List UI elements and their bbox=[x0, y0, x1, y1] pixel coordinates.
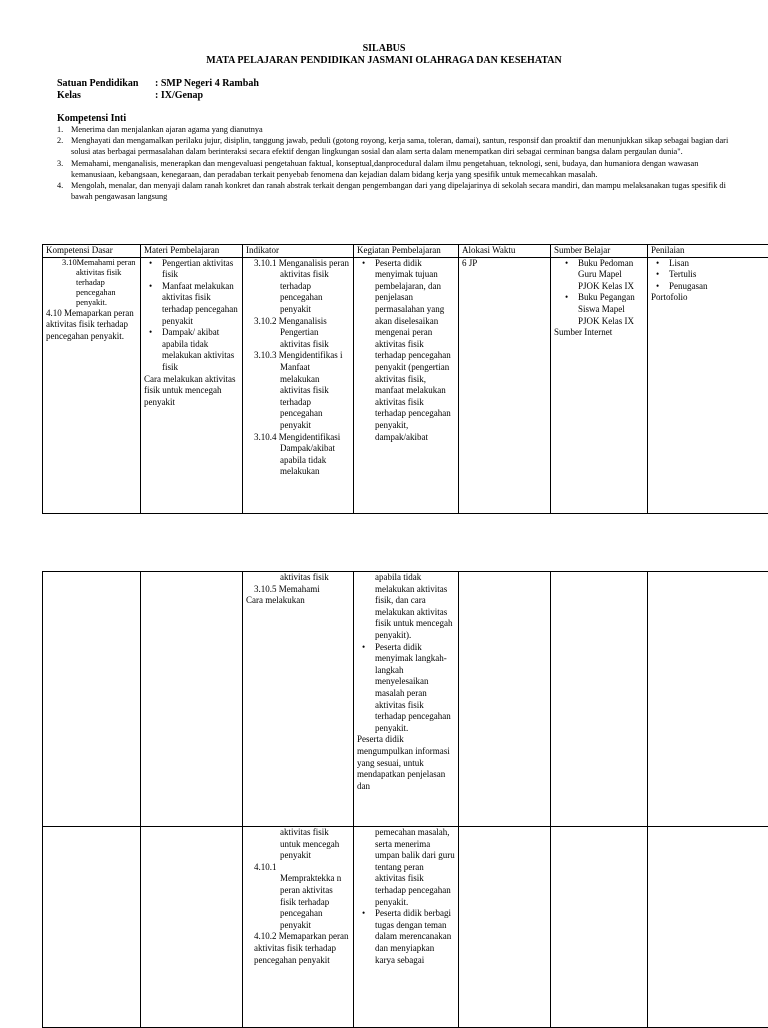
kd-4-10: 4.10 Memaparkan peran aktivitas fisik terhadap pencegahan penyakit. bbox=[46, 308, 137, 343]
col-header-materi: Materi Pembelajaran bbox=[141, 245, 243, 258]
syllabus-table-2 bbox=[42, 571, 768, 1028]
cell-sumber bbox=[551, 572, 648, 827]
cell-kegiatan bbox=[354, 572, 459, 827]
indikator-text: Mempraktekka n peran aktivitas fisik terhadap pencegahan penyakit bbox=[246, 873, 350, 931]
list-item: • Lisan bbox=[669, 258, 768, 270]
ki-item: 4. Mengolah, menalar, dan menyaji dalam ranah konkret dan ranah abstrak terkait dengan pengembangan dari yang dipelajarinya di sekolah secara mandiri, dan mampu melaksanakan tugas spesifik di bawah pengawasan langsung bbox=[57, 180, 737, 202]
school-value: : SMP Negeri 4 Rambah bbox=[155, 78, 259, 90]
materi-tail: Cara melakukan aktivitas fisik untuk mencegah penyakit bbox=[144, 374, 239, 409]
col-header-penilaian: Penilaian bbox=[648, 245, 768, 258]
indikator-item: 3.10.1 Menganalisis peran aktivitas fisik terhadap pencegahan penyakit bbox=[246, 258, 350, 316]
document-subtitle: MATA PELAJARAN PENDIDIKAN JASMANI OLAHRAGA DAN KESEHATAN bbox=[0, 55, 768, 67]
list-item: • Tertulis bbox=[669, 269, 768, 281]
indikator-item: 3.10.3 Mengidentifikas i Manfaat melakukan aktivitas fisik terhadap pencegahan penyakit bbox=[246, 350, 350, 431]
kd-3-10: 3.10Memahami peran aktivitas fisik terhadap pencegahan penyakit. bbox=[46, 258, 137, 308]
list-item: • Dampak/ akibat apabila tidak melakukan aktivitas fisik bbox=[162, 327, 239, 373]
table-row bbox=[43, 257, 768, 513]
col-header-kd: Kompetensi Dasar bbox=[43, 245, 141, 258]
cell-alokasi bbox=[459, 572, 551, 827]
list-item: • Peserta didik menyimak langkah-langkah menyelesaikan masalah peran aktivitas fisik terhadap pencegahan penyakit. bbox=[375, 642, 455, 735]
cell-alokasi: 6 JP bbox=[459, 257, 551, 513]
kegiatan-text: Peserta didik mengumpulkan informasi yang sesuai, untuk mendapatkan penjelasan dan bbox=[357, 734, 455, 792]
indikator-text: aktivitas fisik untuk mencegah penyakit bbox=[246, 827, 350, 862]
sumber-list bbox=[554, 258, 644, 328]
cell-penilaian bbox=[648, 827, 768, 1028]
materi-list bbox=[144, 258, 239, 374]
table-row bbox=[43, 572, 768, 827]
penilaian-list bbox=[651, 258, 768, 293]
indikator-text: 4.10.1 bbox=[246, 862, 350, 874]
cell-indikator bbox=[243, 827, 354, 1028]
kegiatan-list bbox=[357, 908, 455, 966]
class-value: : IX/Genap bbox=[155, 90, 203, 102]
cell-sumber bbox=[551, 827, 648, 1028]
kegiatan-text: pemecahan masalah, serta menerima umpan balik dari guru tentang peran aktivitas fisik terhadap pencegahan penyakit. bbox=[357, 827, 455, 908]
ki-item: 2. Menghayati dan mengamalkan perilaku jujur, disiplin, tanggung jawab, peduli (gotong royong, kerja sama, toleran, damai), santun, responsif dan proaktif dan menunjukkan sikap sebagai bagian dari solusi atas berbagai permasalahan dalam berinteraksi secara efektif dengan lingkungan sosial dan alam serta dalam menempatkan diri sebagai cerminan bangsa dalam pergaulan dunia". bbox=[57, 135, 737, 157]
indikator-text: aktivitas fisik bbox=[246, 572, 350, 584]
indikator-text: 4.10.2 Memaparkan peran aktivitas fisik terhadap pencegahan penyakit bbox=[246, 931, 350, 966]
cell-indikator bbox=[243, 572, 354, 827]
cell-materi bbox=[141, 257, 243, 513]
document-title: SILABUS bbox=[0, 43, 768, 55]
ki-heading: Kompetensi Inti bbox=[57, 113, 126, 124]
school-label: Satuan Pendidikan bbox=[57, 78, 155, 90]
cell-sumber bbox=[551, 257, 648, 513]
list-item: • Pengertian aktivitas fisik bbox=[162, 258, 239, 281]
indikator-item: 3.10.2 Menganalisis Pengertian aktivitas fisik bbox=[246, 316, 350, 351]
table-header-row bbox=[43, 245, 768, 258]
cell-alokasi bbox=[459, 827, 551, 1028]
syllabus-table-1 bbox=[42, 244, 768, 514]
cell-penilaian bbox=[648, 572, 768, 827]
cell-kegiatan bbox=[354, 257, 459, 513]
cell-penilaian bbox=[648, 257, 768, 513]
list-item: • Manfaat melakukan aktivitas fisik terhadap pencegahan penyakit bbox=[162, 281, 239, 327]
indikator-item: 3.10.4 Mengidentifikasi Dampak/akibat apabila tidak melakukan bbox=[246, 432, 350, 478]
kegiatan-list bbox=[357, 642, 455, 735]
identity-block bbox=[57, 78, 259, 102]
ki-item: 1. Menerima dan menjalankan ajaran agama yang dianutnya bbox=[57, 124, 737, 135]
penilaian-tail: Portofolio bbox=[651, 292, 768, 304]
list-item: • Peserta didik berbagi tugas dengan teman dalam merencanakan dan menyiapkan karya sebagai bbox=[375, 908, 455, 966]
cell-kegiatan bbox=[354, 827, 459, 1028]
kegiatan-text: apabila tidak melakukan aktivitas fisik, dan cara melakukan aktivitas fisik untuk mencegah penyakit). bbox=[357, 572, 455, 642]
cell-kompetensi-dasar bbox=[43, 257, 141, 513]
col-header-indikator: Indikator bbox=[243, 245, 354, 258]
list-item: • Peserta didik menyimak tujuan pembelajaran, dan penjelasan permasalahan yang akan diselesaikan mengenai peran aktivitas fisik terhadap pencegahan penyakit (pengertian aktivitas fisik, manfaat melakukan aktivitas fisik terhadap pencegahan penyakit, dampak/akibat bbox=[375, 258, 455, 444]
list-item: • Buku Pedoman Guru Mapel PJOK Kelas IX bbox=[578, 258, 644, 293]
cell-indikator bbox=[243, 257, 354, 513]
table-row bbox=[43, 827, 768, 1028]
cell-kompetensi-dasar bbox=[43, 572, 141, 827]
kegiatan-list bbox=[357, 258, 455, 444]
col-header-alokasi: Alokasi Waktu bbox=[459, 245, 551, 258]
cell-materi bbox=[141, 572, 243, 827]
ki-list bbox=[57, 124, 737, 202]
col-header-kegiatan: Kegiatan Pembelajaran bbox=[354, 245, 459, 258]
indikator-text: 3.10.5 Memahami bbox=[246, 584, 350, 596]
list-item: • Penugasan bbox=[669, 281, 768, 293]
col-header-sumber: Sumber Belajar bbox=[551, 245, 648, 258]
list-item: • Buku Pegangan Siswa Mapel PJOK Kelas IX bbox=[578, 292, 644, 327]
indikator-text: Cara melakukan bbox=[246, 595, 350, 607]
sumber-tail: Sumber Internet bbox=[554, 327, 644, 339]
cell-kompetensi-dasar bbox=[43, 827, 141, 1028]
cell-materi bbox=[141, 827, 243, 1028]
class-label: Kelas bbox=[57, 90, 155, 102]
ki-item: 3. Memahami, menganalisis, menerapkan dan mengevaluasi pengetahuan faktual, konseptual,danprocedural dalam ilmu pengetahuan, teknologi, seni, budaya, dan humaniora dengan wawasan kemanusiaan, kebangsaan, kenegaraan, dan peradaban terkait penyebab fenomena dan kejadian dalam bidang kerja yang spesifik untuk memecahkan masalah. bbox=[57, 158, 737, 180]
